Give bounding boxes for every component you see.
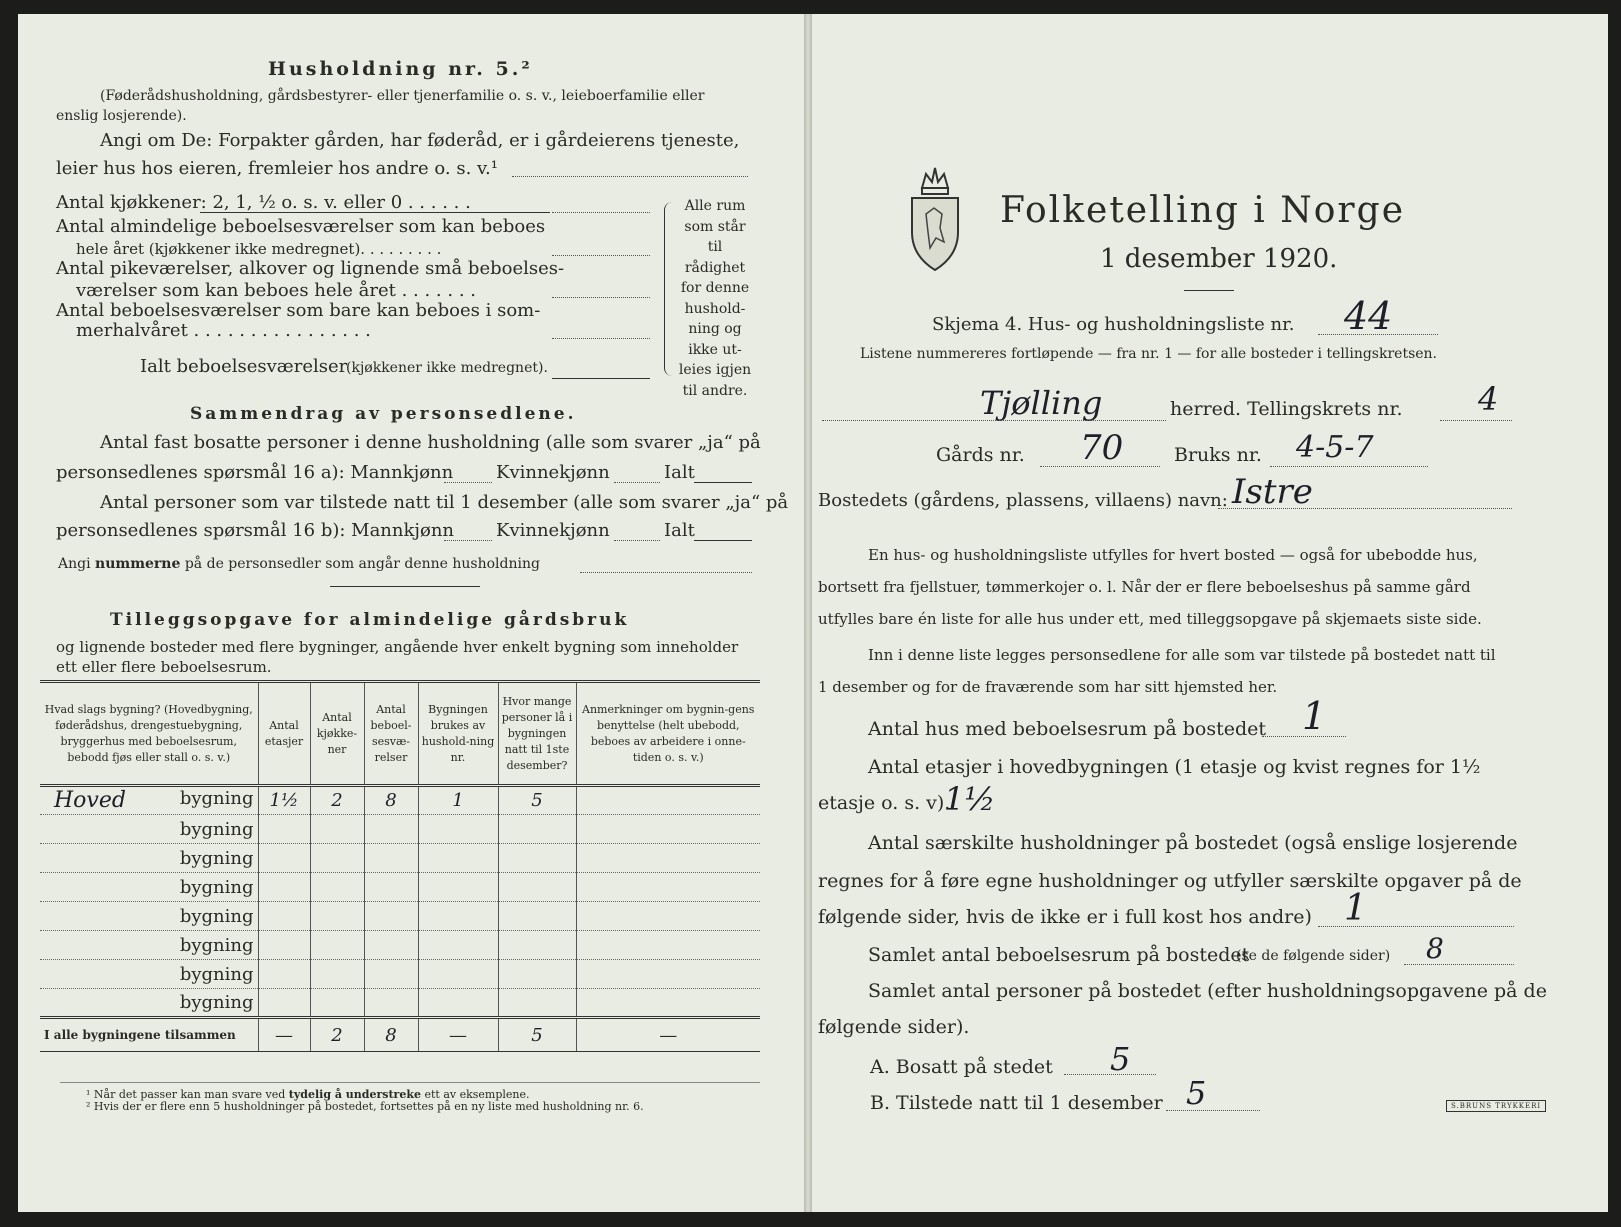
floors-cell[interactable] — [258, 873, 310, 902]
kitchens-cell[interactable] — [310, 931, 364, 960]
samlet-rum-note: (se de følgende sider) — [1236, 948, 1391, 964]
persons-cell[interactable] — [498, 815, 576, 844]
table-row — [40, 960, 760, 989]
rooms-cell[interactable] — [364, 931, 418, 960]
table-row — [40, 989, 760, 1018]
floors-cell[interactable] — [258, 902, 310, 931]
tillegg-title: Tilleggsopgave for almindelige gårdsbruk — [110, 610, 630, 630]
floors-cell[interactable] — [258, 989, 310, 1018]
rooms-small: Antal pikeværelser, alkover og lignende små beboelses- — [56, 258, 565, 279]
floors-cell[interactable] — [258, 815, 310, 844]
skjema-nr-line — [1318, 334, 1438, 335]
small-answer[interactable] — [552, 297, 650, 298]
side-note-line: rådighet — [684, 259, 746, 276]
printer-stamp — [1446, 1100, 1546, 1112]
instruction-2: bortsett fra fjellstuer, tømmerkojer o. l. Når der er flere beboelseshus på samme gård — [818, 578, 1471, 596]
ialt-rooms-answer[interactable] — [552, 378, 650, 379]
kitchens-cell[interactable]: 2 — [310, 786, 364, 815]
hus-line — [1262, 736, 1346, 737]
sarskilte-line — [1318, 926, 1514, 927]
building-table — [40, 680, 760, 1052]
side-note-line: som står til — [684, 218, 746, 255]
kitchens-cell[interactable] — [310, 873, 364, 902]
footnote-marker: ² — [86, 1100, 94, 1113]
household-cell[interactable] — [418, 844, 498, 873]
rooms-ordinary: Antal almindelige beboelsesværelser som kan beboes — [56, 216, 546, 237]
kitchen-answer[interactable] — [552, 212, 650, 213]
total-rooms[interactable]: 8 — [364, 1018, 418, 1052]
gards-line — [1040, 466, 1160, 467]
persons-cell[interactable] — [498, 960, 576, 989]
ialt-rooms-note: (kjøkkener ikke medregnet). — [346, 360, 548, 376]
building-type-cell[interactable] — [40, 989, 258, 1018]
footnote-1-pre: Når det passer kan man svare ved — [93, 1088, 286, 1101]
angi-answer-line[interactable] — [512, 176, 748, 177]
side-note-line: for denne — [680, 280, 750, 296]
census-date: 1 desember 1920. — [1100, 244, 1338, 274]
kitchens-cell[interactable] — [310, 960, 364, 989]
total-household[interactable]: — — [418, 1018, 498, 1052]
skjema-label: Skjema 4. Hus- og husholdningsliste nr. — [932, 314, 1295, 335]
kitchens-cell[interactable] — [310, 815, 364, 844]
footnote-divider — [60, 1082, 760, 1083]
gards-value[interactable]: 70 — [1080, 428, 1124, 468]
remarks-cell[interactable] — [576, 902, 760, 931]
rooms-cell[interactable] — [364, 960, 418, 989]
sarskilte-line-2: regnes for å føre egne husholdninger og utfyller særskilte opgaver på de — [818, 870, 1522, 892]
tilstede-label: B. Tilstede natt til 1 desember — [870, 1092, 1163, 1114]
table-row — [40, 844, 760, 873]
table-row — [40, 786, 760, 815]
col-persons: Hvor mange personer lå i bygningen natt til 1ste desember? — [498, 682, 576, 786]
gards-label: Gårds nr. — [936, 444, 1025, 466]
side-note-line: leies igjen — [678, 362, 752, 378]
side-note-line: Alle rum — [684, 198, 746, 214]
summary-b-2: personsedlenes spørsmål 16 b): Mannkjønn — [56, 520, 455, 541]
col-building-type: Hvad slags bygning? (Hovedbygning, føderådshus, drengestuebygning, bryggerhus med beboelsesrum, bebodd fjøs eller stall o. s. v.) — [40, 682, 258, 786]
building-suffix: bygning — [179, 992, 254, 1013]
table-row — [40, 931, 760, 960]
remarks-cell[interactable] — [576, 844, 760, 873]
building-suffix: bygning — [179, 818, 254, 840]
building-suffix: bygning — [179, 788, 254, 809]
building-table-header — [40, 682, 760, 786]
bruks-value[interactable]: 4-5-7 — [1296, 430, 1374, 465]
remarks-cell[interactable] — [576, 873, 760, 902]
bosted-line — [1218, 508, 1512, 509]
bruks-label: Bruks nr. — [1174, 444, 1262, 466]
building-type-cell[interactable] — [40, 931, 258, 960]
instruction-4: Inn i denne liste legges personsedlene for alle som var tilstede på bostedet natt til — [868, 646, 1496, 664]
col-remarks: Anmerkninger om bygnin-gens benyttelse (helt ubebodd, beboes av arbeidere i onne-tiden o. s. v.) — [582, 702, 755, 764]
building-type-cell[interactable] — [40, 844, 258, 873]
summary-b-male[interactable] — [444, 540, 492, 541]
bosted-value[interactable]: Istre — [1232, 472, 1313, 512]
rooms-cell[interactable]: 8 — [364, 786, 418, 815]
sarskilte-line-3: følgende sider, hvis de ikke er i full kost hos andre) — [818, 906, 1312, 928]
printer-stamp-text: S.BRUNS TRYKKERI — [1451, 1102, 1542, 1110]
remarks-cell[interactable] — [576, 960, 760, 989]
kitchens-cell[interactable] — [310, 989, 364, 1018]
summary-b-female[interactable] — [614, 540, 660, 541]
table-row — [40, 873, 760, 902]
side-note-line: ikke ut- — [688, 341, 742, 358]
rooms-cell[interactable] — [364, 902, 418, 931]
angi-nummer — [58, 556, 540, 572]
herred-line — [822, 420, 1166, 421]
listene-note: Listene nummereres fortløpende — fra nr. 1 — for alle bosteder i tellingskretsen. — [860, 346, 1438, 362]
side-note — [676, 196, 754, 401]
total-floors[interactable]: — — [258, 1018, 310, 1052]
tillegg-text-1: og lignende bosteder med flere bygninger, angående hver enkelt bygning som inneholder — [56, 638, 739, 656]
census-title: Folketelling i Norge — [1000, 190, 1405, 231]
total-label: I alle bygningene tilsammen — [40, 1018, 258, 1052]
total-persons[interactable]: 5 — [498, 1018, 576, 1052]
kitchen-underline — [200, 212, 550, 213]
rooms-ordinary-2: hele året (kjøkkener ikke medregnet). . . . . . . . . — [76, 240, 442, 258]
floors-cell[interactable] — [258, 844, 310, 873]
remarks-cell[interactable] — [576, 989, 760, 1018]
rooms-summer-2: merhalvåret . . . . . . . . . . . . . . . . — [76, 320, 371, 341]
summary-b-1: Antal personer som var tilstede natt til 1 desember (alle som svarer „ja“ på — [100, 492, 789, 513]
footnote-1-bold: tydelig å understreke — [288, 1088, 421, 1101]
household-cell[interactable] — [418, 815, 498, 844]
summary-a-1: Antal fast bosatte personer i denne husholdning (alle som svarer „ja“ på — [100, 432, 761, 453]
bruks-line — [1270, 466, 1428, 467]
norway-crest-icon — [904, 158, 966, 274]
skjema-nr[interactable]: 44 — [1344, 294, 1393, 338]
angi-line-1: Angi om De: Forpakter gården, har føderåd, er i gårdeierens tjeneste, — [100, 130, 740, 151]
summary-b-ialt-label: Ialt — [664, 520, 695, 541]
instruction-5: 1 desember og for de fraværende som har sitt hjemsted her. — [818, 678, 1278, 696]
persons-cell[interactable]: 5 — [498, 786, 576, 815]
persons-cell[interactable] — [498, 873, 576, 902]
sarskilte-value[interactable]: 1 — [1344, 888, 1367, 929]
building-type-cell[interactable] — [40, 960, 258, 989]
col-household-nr: Bygningen brukes av hushold-ning nr. — [418, 682, 498, 786]
summary-a-male[interactable] — [444, 482, 492, 483]
footnote-marker: ¹ — [86, 1088, 94, 1101]
angi-line-2: leier hus hos eieren, fremleier hos andre o. s. v.¹ — [56, 158, 498, 179]
herred-label: herred. Tellingskrets nr. — [1170, 398, 1403, 420]
household-cell[interactable] — [418, 873, 498, 902]
building-suffix: bygning — [179, 876, 254, 898]
remarks-cell[interactable] — [576, 815, 760, 844]
household-cell[interactable] — [418, 989, 498, 1018]
summary-a-ialt-label: Ialt — [664, 462, 695, 483]
rooms-cell[interactable] — [364, 815, 418, 844]
samlet-rum-value[interactable]: 8 — [1426, 932, 1444, 965]
building-table-total — [40, 1018, 760, 1052]
building-type-cell[interactable] — [40, 786, 258, 815]
footnote-2-text: Hvis der er flere enn 5 husholdninger på bostedet, fortsettes på en ny liste med husholdning nr. 6. — [93, 1100, 644, 1113]
hus-label: Antal hus med beboelsesrum på bostedet — [868, 718, 1267, 740]
ialt-rooms-label: Ialt beboelsesværelser — [140, 356, 348, 377]
tilstede-value[interactable]: 5 — [1186, 1074, 1207, 1112]
side-brace — [664, 202, 672, 376]
summary-a-female-label: Kvinnekjønn — [496, 462, 610, 483]
angi-nummer-bold: nummerne — [95, 556, 181, 572]
household-cell[interactable]: 1 — [418, 786, 498, 815]
floors-cell[interactable] — [258, 931, 310, 960]
building-suffix: bygning — [179, 963, 254, 985]
building-type-cell[interactable] — [40, 873, 258, 902]
building-suffix: bygning — [179, 847, 254, 869]
rooms-cell[interactable] — [364, 989, 418, 1018]
instruction-1: En hus- og husholdningsliste utfylles for hvert bosted — også for ubebodde hus, — [868, 546, 1478, 564]
etasjer-value[interactable]: 1½ — [944, 780, 996, 818]
household-title: Husholdning nr. 5.² — [268, 58, 533, 80]
household-intro: (Føderådshusholdning, gårdsbestyrer- eller tjenerfamilie o. s. v., leieboerfamilie eller — [100, 88, 705, 104]
table-row — [40, 902, 760, 931]
floors-cell[interactable]: 1½ — [258, 786, 310, 815]
summary-a-female[interactable] — [614, 482, 660, 483]
angi-nummer-pre: Angi — [58, 556, 91, 572]
hus-value[interactable]: 1 — [1302, 694, 1327, 738]
tillegg-text-2: ett eller flere beboelsesrum. — [56, 658, 272, 676]
building-suffix: bygning — [179, 934, 254, 956]
side-note-line: hushold- — [684, 300, 746, 317]
bosatt-label: A. Bosatt på stedet — [870, 1056, 1053, 1078]
etasjer-line-2: etasje o. s. v). — [818, 792, 951, 814]
sarskilte-line-1: Antal særskilte husholdninger på bostedet (også enslige losjerende — [868, 832, 1518, 854]
tilstede-line — [1166, 1110, 1260, 1111]
rooms-kitchens: Antal kjøkkener: 2, 1, ½ o. s. v. eller 0 . . . . . . — [56, 192, 471, 213]
kitchens-cell[interactable] — [310, 902, 364, 931]
samlet-rum-label: Samlet antal beboelsesrum på bostedet — [868, 944, 1250, 966]
bosatt-line — [1064, 1074, 1156, 1075]
samlet-pers-line-2: følgende sider). — [818, 1016, 970, 1038]
tellingskrets-value[interactable]: 4 — [1478, 380, 1499, 418]
ordinary-answer[interactable] — [552, 255, 650, 256]
total-remarks[interactable]: — — [576, 1018, 760, 1052]
household-cell[interactable] — [418, 931, 498, 960]
summary-a-2: personsedlenes spørsmål 16 a): Mannkjønn — [56, 462, 454, 483]
building-type-value: Hoved — [54, 788, 126, 813]
summer-answer[interactable] — [552, 338, 650, 339]
persons-cell[interactable] — [498, 844, 576, 873]
samlet-rum-line — [1404, 964, 1514, 965]
household-cell[interactable] — [418, 960, 498, 989]
summary-b-ialt[interactable] — [694, 540, 752, 541]
household-intro-2: enslig losjerende). — [56, 108, 187, 124]
rooms-small-2: værelser som kan beboes hele året . . . . . . . — [76, 280, 476, 301]
kitchens-cell[interactable] — [310, 844, 364, 873]
rooms-summer: Antal beboelsesværelser som bare kan beboes i som- — [56, 300, 541, 321]
remarks-cell[interactable] — [576, 786, 760, 815]
bosatt-value[interactable]: 5 — [1110, 1040, 1131, 1078]
total-kitchens[interactable]: 2 — [310, 1018, 364, 1052]
instruction-3: utfylles bare én liste for alle hus under ett, med tilleggsopgave på skjemaets siste side. — [818, 610, 1482, 628]
floors-cell[interactable] — [258, 960, 310, 989]
footnote-2 — [86, 1100, 644, 1113]
table-row — [40, 815, 760, 844]
samlet-pers-line-1: Samlet antal personer på bostedet (efter husholdningsopgavene på de — [868, 980, 1547, 1002]
building-type-cell[interactable] — [40, 815, 258, 844]
building-type-cell[interactable] — [40, 902, 258, 931]
rooms-cell[interactable] — [364, 844, 418, 873]
angi-nummer-answer[interactable] — [580, 572, 752, 573]
page-fold — [804, 14, 812, 1212]
herred-value[interactable]: Tjølling — [980, 384, 1103, 422]
summary-b-female-label: Kvinnekjønn — [496, 520, 610, 541]
angi-nummer-post: på de personsedler som angår denne husholdning — [184, 556, 540, 572]
etasjer-line-1: Antal etasjer i hovedbygningen (1 etasje og kvist regnes for 1½ — [868, 756, 1481, 778]
persons-cell[interactable] — [498, 902, 576, 931]
side-note-line: til andre. — [682, 382, 748, 399]
building-suffix: bygning — [179, 905, 254, 927]
remarks-cell[interactable] — [576, 931, 760, 960]
footnote-1-post: ett av eksemplene. — [424, 1088, 530, 1101]
section-divider — [330, 586, 480, 587]
col-kitchens: Antal kjøkke-ner — [310, 682, 364, 786]
persons-cell[interactable] — [498, 931, 576, 960]
rooms-cell[interactable] — [364, 873, 418, 902]
tellingskrets-line — [1440, 420, 1512, 421]
title-divider — [1184, 290, 1234, 291]
bosted-label: Bostedets (gårdens, plassens, villaens) navn: — [818, 490, 1228, 511]
col-floors: Antal etasjer — [258, 682, 310, 786]
side-note-line: ning og — [688, 321, 742, 337]
col-rooms: Antal beboel-sesvæ-relser — [364, 682, 418, 786]
summary-a-ialt[interactable] — [694, 482, 752, 483]
summary-title: Sammendrag av personsedlene. — [190, 404, 577, 424]
household-cell[interactable] — [418, 902, 498, 931]
persons-cell[interactable] — [498, 989, 576, 1018]
